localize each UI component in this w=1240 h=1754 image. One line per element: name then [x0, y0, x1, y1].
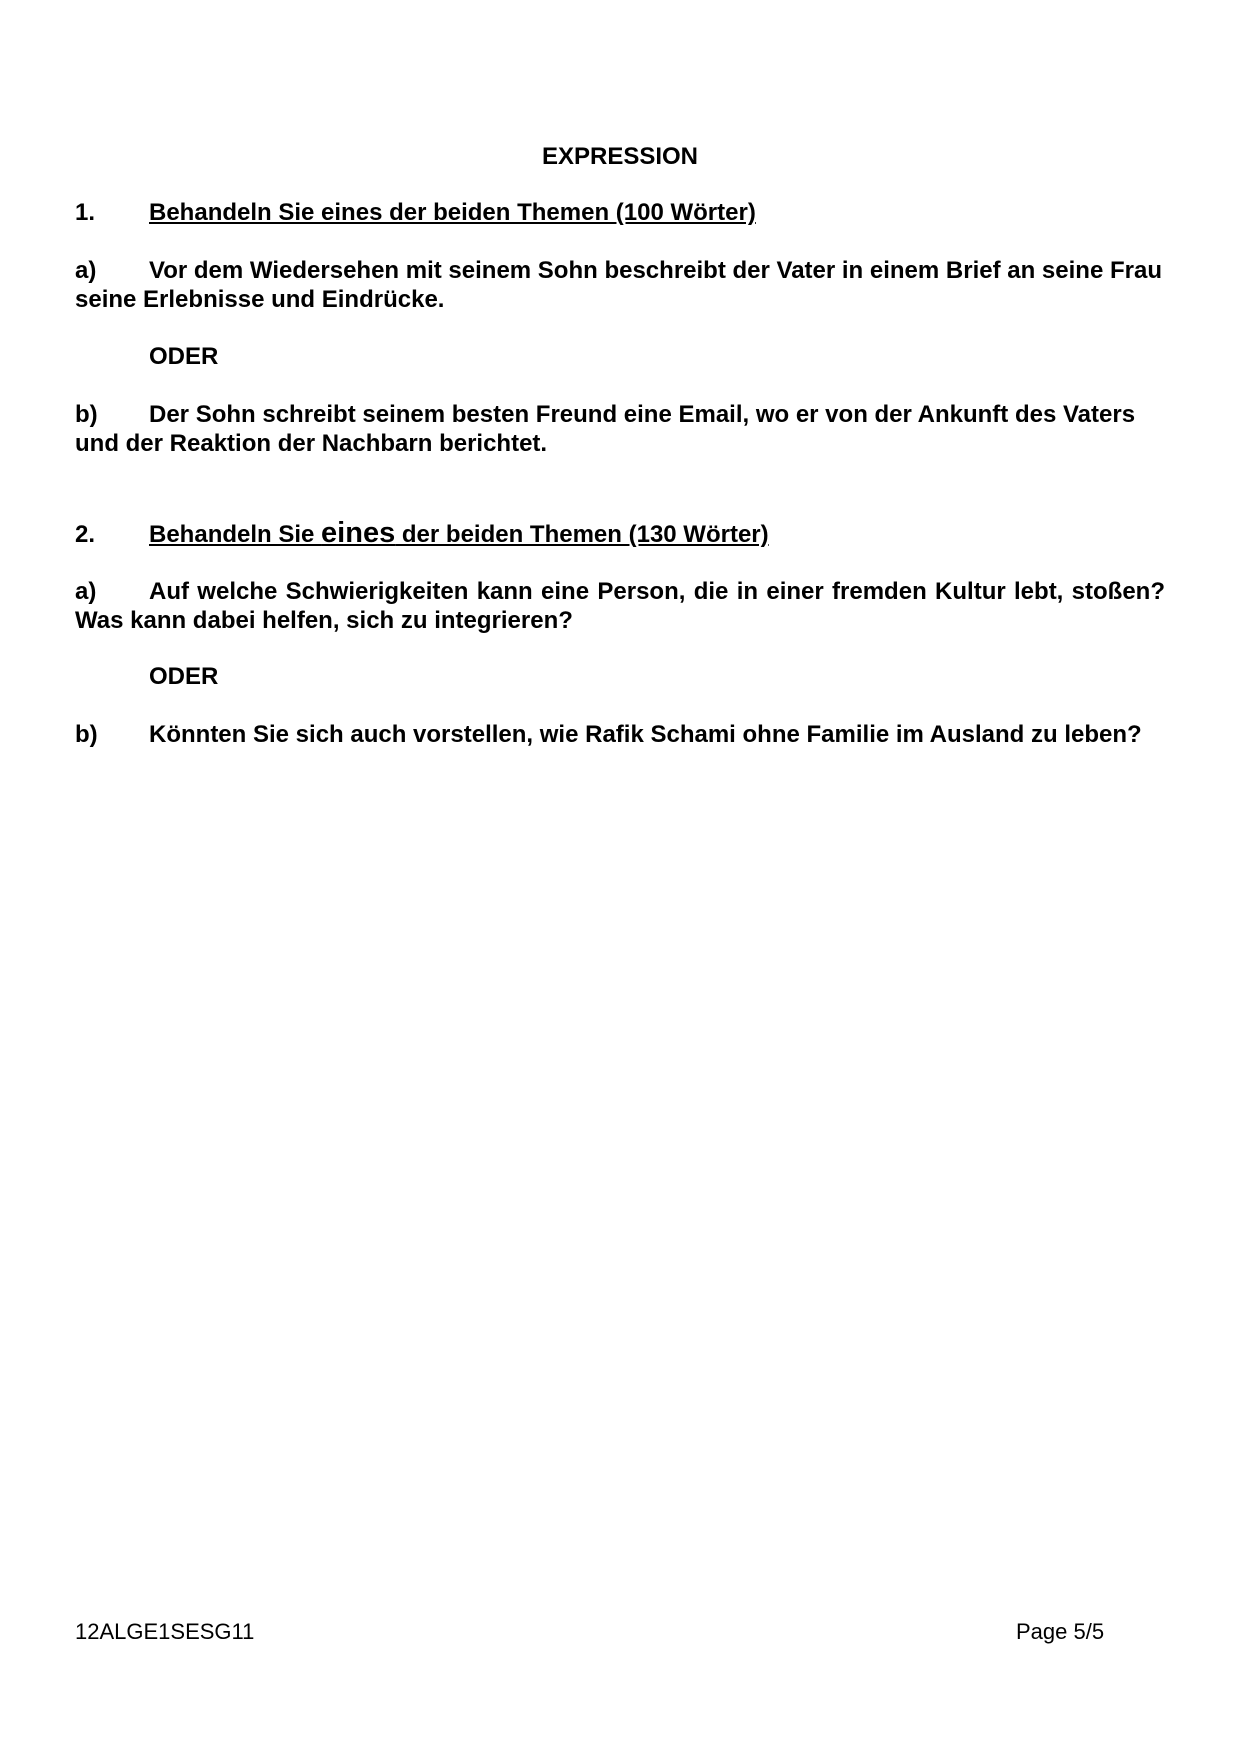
section-1-option-b: [75, 400, 1165, 458]
section-2-oder: ODER: [149, 663, 219, 690]
footer-page-number: Page 5/5: [1016, 1619, 1105, 1644]
section-2-heading-after: der beiden Themen (130 Wörter): [395, 521, 769, 548]
section-1-option-b-label: b): [75, 401, 98, 428]
section-1-option-b-text: Der Sohn schreibt seinem besten Freund eine Email, wo er von der Ankunft des Vaters und der Reaktion der Nachbarn berichtet.: [75, 401, 1136, 457]
section-1-heading: [75, 198, 756, 228]
section-2-option-b: [75, 720, 1165, 749]
section-2-option-a-text: Auf welche Schwierigkeiten kann eine Person, die in einer fremden Kultur lebt, stoßen? Was kann dabei helfen, sich zu integrieren?: [75, 578, 1165, 634]
section-2-heading-emphasis: eines: [321, 517, 396, 549]
section-2-number: 2.: [75, 521, 96, 548]
section-1-option-a-label: a): [75, 257, 97, 284]
section-1-heading-text: Behandeln Sie eines der beiden Themen (100 Wörter): [149, 199, 756, 226]
section-2-heading-text: [149, 517, 769, 549]
section-2-option-a-label: a): [75, 578, 97, 605]
footer-document-code: 12ALGE1SESG11: [75, 1619, 255, 1644]
section-1-oder: ODER: [149, 343, 219, 370]
section-2-heading: [75, 518, 769, 550]
section-2-option-b-label: b): [75, 721, 98, 748]
section-1-number: 1.: [75, 199, 96, 226]
section-2-option-b-text: Könnten Sie sich auch vorstellen, wie Rafik Schami ohne Familie im Ausland zu leben?: [149, 721, 1142, 748]
page-title: EXPRESSION: [541, 143, 699, 170]
section-1-option-a-text: Vor dem Wiedersehen mit seinem Sohn beschreibt der Vater in einem Brief an seine Frau seine Erlebnisse und Eindrücke.: [75, 257, 1162, 313]
section-2-heading-before: Behandeln Sie: [149, 521, 322, 548]
section-2-option-a: [75, 577, 1165, 635]
section-1-option-a: [75, 256, 1165, 314]
